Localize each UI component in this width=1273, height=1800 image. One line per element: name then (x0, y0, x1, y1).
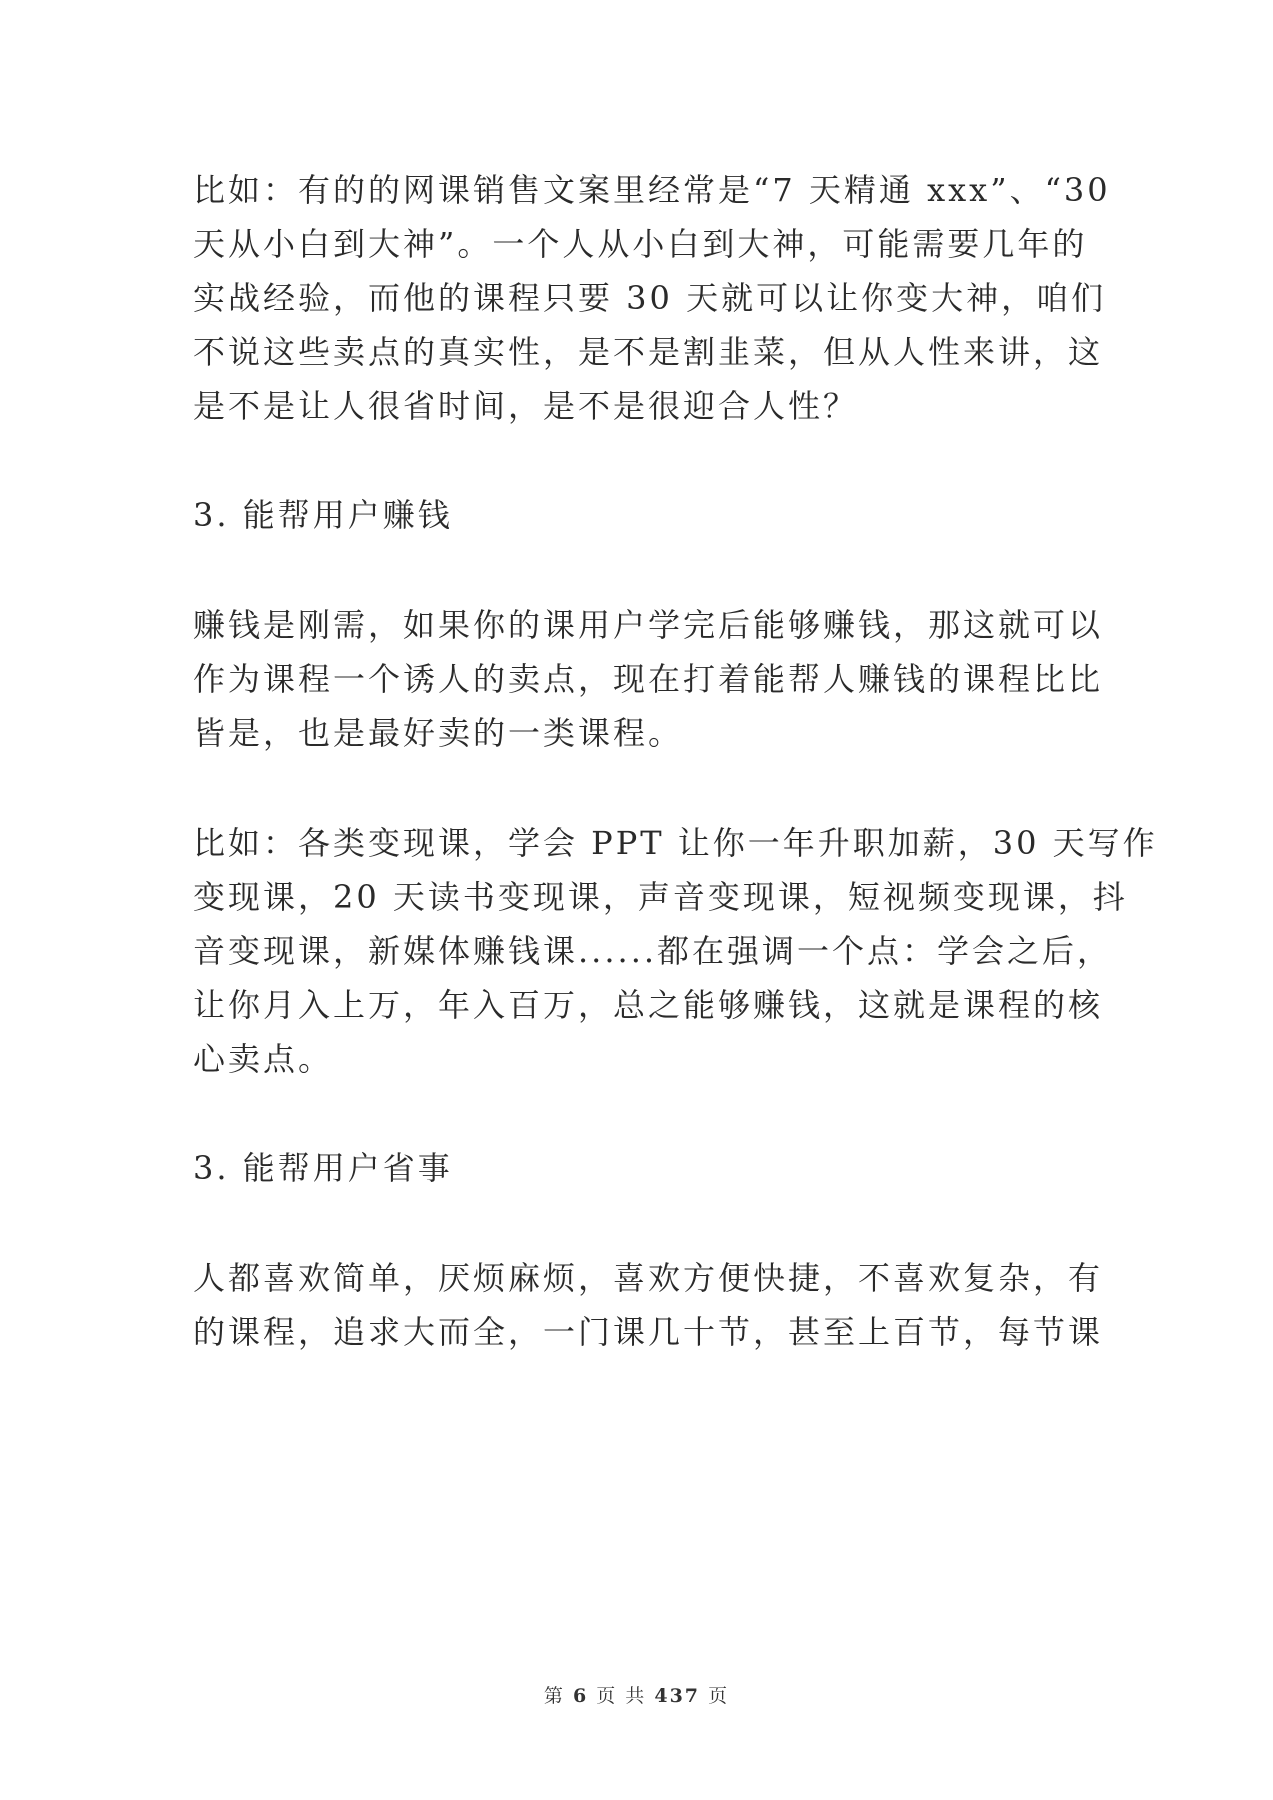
paragraph-line: 音变现课，新媒体赚钱课......都在强调一个点：学会之后， (193, 932, 1113, 970)
paragraph-line: 赚钱是刚需，如果你的课用户学完后能够赚钱，那这就可以 (193, 606, 1104, 644)
paragraph-line: 人都喜欢简单，厌烦麻烦，喜欢方便快捷，不喜欢复杂，有 (193, 1259, 1104, 1297)
section-heading-save-effort: 3. 能帮用户省事 (193, 1149, 453, 1187)
paragraph-line: 的课程，追求大而全，一门课几十节，甚至上百节，每节课 (193, 1313, 1104, 1351)
paragraph-line: 心卖点。 (193, 1040, 334, 1078)
paragraph-line: 天从小白到大神”。一个人从小白到大神，可能需要几年的 (193, 225, 1088, 263)
paragraph-line: 实战经验，而他的课程只要 30 天就可以让你变大神，咱们 (193, 279, 1107, 317)
page-number: 6 (572, 1685, 589, 1707)
paragraph-line: 不说这些卖点的真实性，是不是割韭菜，但从人性来讲，这 (193, 333, 1104, 371)
paragraph-line: 作为课程一个诱人的卖点，现在打着能帮人赚钱的课程比比 (193, 660, 1104, 698)
footer-middle: 页 共 (596, 1685, 647, 1707)
footer-suffix: 页 (708, 1685, 730, 1707)
paragraph-line: 比如：各类变现课，学会 PPT 让你一年升职加薪，30 天写作 (193, 824, 1158, 862)
paragraph-line: 比如：有的的网课销售文案里经常是“7 天精通 xxx”、“30 (193, 171, 1111, 209)
page-footer (0, 1684, 1273, 1708)
footer-prefix: 第 (543, 1685, 565, 1707)
paragraph-line: 变现课，20 天读书变现课，声音变现课，短视频变现课，抖 (193, 878, 1128, 916)
paragraph-line: 是不是让人很省时间，是不是很迎合人性？ (193, 387, 859, 425)
paragraph-line: 皆是，也是最好卖的一类课程。 (193, 714, 684, 752)
section-heading-earn-money: 3. 能帮用户赚钱 (193, 496, 453, 534)
paragraph-line: 让你月入上万，年入百万，总之能够赚钱，这就是课程的核 (193, 986, 1104, 1024)
page-total: 437 (654, 1685, 701, 1707)
